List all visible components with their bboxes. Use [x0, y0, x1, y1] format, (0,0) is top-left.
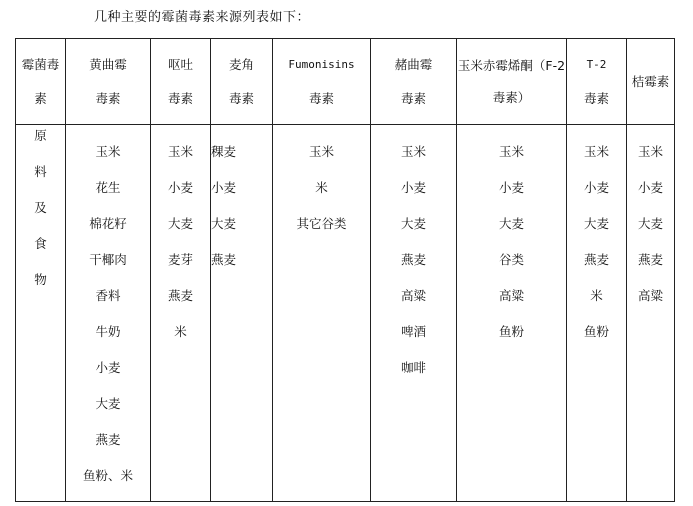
- list-item: 玉米: [95, 144, 121, 159]
- list-item: 玉米: [308, 144, 334, 159]
- list-item: 小麦: [637, 180, 663, 195]
- list-item: 香料: [95, 288, 121, 303]
- list-item: 燕麦: [583, 252, 609, 267]
- list-item: 其它谷类: [296, 216, 347, 231]
- list-item: 大麦: [400, 216, 426, 231]
- body-row: [16, 125, 675, 502]
- row-label-char: 及: [34, 200, 47, 215]
- list-item: 大麦: [167, 216, 193, 231]
- list-item: 鱼粉: [583, 324, 609, 339]
- row-label-char: 料: [34, 164, 47, 179]
- row-label-char: 物: [34, 272, 47, 287]
- list-item: 燕麦: [211, 252, 237, 267]
- list-item: 啤酒: [400, 324, 426, 339]
- header-col-2: 呕吐 毒素: [151, 39, 211, 125]
- list-item: 谷类: [498, 252, 524, 267]
- cell-col-2: [151, 125, 211, 502]
- list-item: 玉米: [167, 144, 193, 159]
- list-item: 鱼粉: [498, 324, 524, 339]
- header-col-5: 赭曲霉 毒素: [371, 39, 457, 125]
- cell-col-1: [66, 125, 151, 502]
- header-col-3: 麦角 毒素: [211, 39, 273, 125]
- list-item: 棉花籽: [89, 216, 127, 231]
- row-label-cell: [16, 125, 66, 502]
- list-item: 鱼粉、米: [82, 468, 133, 483]
- mycotoxin-source-table: [15, 38, 675, 502]
- header-corner: 霉菌毒素: [16, 39, 66, 125]
- list-item: 大麦: [211, 216, 237, 231]
- list-item: 玉米: [498, 144, 524, 159]
- list-item: 花生: [95, 180, 121, 195]
- list-item: 高粱: [400, 288, 426, 303]
- row-label-char: 食: [34, 236, 47, 251]
- intro-text: 几种主要的霉菌毒素来源列表如下：: [94, 10, 311, 25]
- list-item: 玉米: [400, 144, 426, 159]
- list-item: 燕麦: [400, 252, 426, 267]
- list-item: 大麦: [95, 396, 121, 411]
- header-col-8: 桔霉素: [627, 39, 675, 125]
- row-label-char: 原: [34, 128, 47, 143]
- list-item: 燕麦: [637, 252, 663, 267]
- list-item: 干椰肉: [89, 252, 127, 267]
- list-item: 牛奶: [95, 324, 121, 339]
- list-item: 高粱: [498, 288, 524, 303]
- header-col-7: T-2 毒素: [567, 39, 627, 125]
- header-col-4: Fumonisins 毒素: [273, 39, 371, 125]
- list-item: 大麦: [637, 216, 663, 231]
- cell-col-3: [211, 125, 273, 502]
- list-item: 咖啡: [400, 360, 426, 375]
- list-item: 玉米: [637, 144, 663, 159]
- list-item: 米: [315, 180, 328, 195]
- list-item: 麦芽: [167, 252, 193, 267]
- list-item: 燕麦: [167, 288, 193, 303]
- list-item: 小麦: [211, 180, 237, 195]
- cell-col-5: [371, 125, 457, 502]
- header-col-1: 黄曲霉 毒素: [66, 39, 151, 125]
- list-item: 米: [590, 288, 603, 303]
- list-item: 小麦: [167, 180, 193, 195]
- cell-col-7: [567, 125, 627, 502]
- header-row: [16, 39, 675, 125]
- list-item: 小麦: [583, 180, 609, 195]
- list-item: 米: [174, 324, 187, 339]
- list-item: 玉米: [583, 144, 609, 159]
- list-item: 小麦: [498, 180, 524, 195]
- cell-col-8: [627, 125, 675, 502]
- list-item: 稞麦: [211, 144, 237, 159]
- list-item: 高粱: [637, 288, 663, 303]
- header-col-6: 玉米赤霉烯酮（F-2 毒素）: [457, 39, 567, 125]
- list-item: 小麦: [95, 360, 121, 375]
- list-item: 大麦: [583, 216, 609, 231]
- list-item: 小麦: [400, 180, 426, 195]
- cell-col-6: [457, 125, 567, 502]
- list-item: 燕麦: [95, 432, 121, 447]
- cell-col-4: [273, 125, 371, 502]
- list-item: 大麦: [498, 216, 524, 231]
